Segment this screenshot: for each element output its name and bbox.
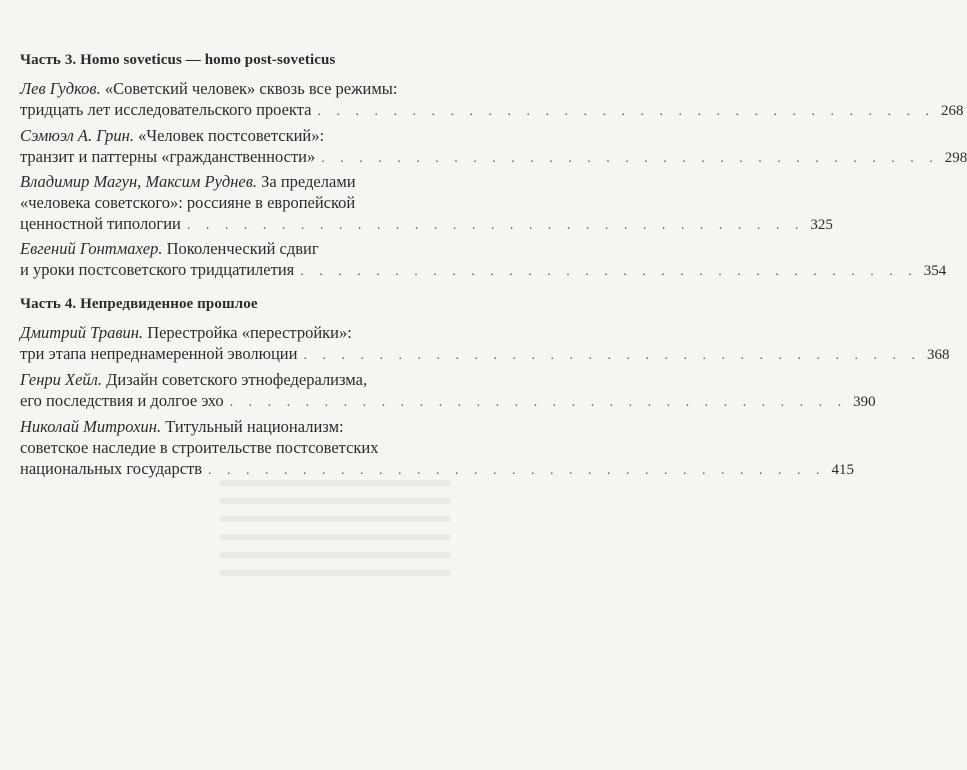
entry-author: Сэмюэл А. Грин. bbox=[20, 126, 134, 145]
page-number: 368 bbox=[926, 347, 950, 363]
toc-entry bbox=[20, 322, 950, 366]
page-number: 268 bbox=[940, 103, 964, 119]
entry-title-line: «Человек постсоветский»: bbox=[138, 126, 325, 145]
entry-title-line: Титульный национализм: bbox=[165, 417, 344, 436]
entry-author: Генри Хейл. bbox=[20, 370, 103, 389]
leader-dots: . . . . . . . . . . . . . . . . . . . . . . . . . . . . . . . . . bbox=[208, 463, 826, 478]
entry-title-line: За пределами bbox=[261, 172, 356, 191]
entry-title-line: Перестройка «перестройки»: bbox=[147, 323, 352, 342]
leader-dots: . . . . . . . . . . . . . . . . . . . . . . . . . . . . . . . . . bbox=[321, 151, 939, 166]
entry-title-line: его последствия и долгое эхо bbox=[20, 391, 224, 410]
entry-author: Лев Гудков. bbox=[20, 79, 101, 98]
entry-author: Владимир Магун, Максим Руднев. bbox=[20, 172, 258, 191]
toc-entry bbox=[20, 78, 964, 122]
entry-title-line: «человека советского»: россияне в европейской bbox=[20, 193, 356, 212]
entry-title-line: Дизайн советского этнофедерализма, bbox=[106, 370, 368, 389]
entry-author: Дмитрий Травин. bbox=[20, 323, 144, 342]
entry-title-line: три этапа непреднамеренной эволюции bbox=[20, 344, 298, 363]
entry-title-line: «Советский человек» сквозь все режимы: bbox=[104, 79, 398, 98]
entry-title-line: национальных государств bbox=[20, 459, 203, 478]
entry-title-line: ценностной типологии bbox=[20, 214, 181, 233]
entry-author: Николай Митрохин. bbox=[20, 417, 162, 436]
entry-title-line: Поколенческий сдвиг bbox=[166, 239, 319, 258]
bleed-through-text bbox=[220, 480, 450, 588]
page-number: 325 bbox=[810, 217, 833, 233]
toc-entry bbox=[20, 238, 947, 282]
section-title-part-3: Часть 3. Homo soveticus — homo post-soveticus bbox=[20, 52, 336, 68]
page-number: 390 bbox=[853, 394, 876, 410]
entry-title-line: тридцать лет исследовательского проекта bbox=[20, 100, 312, 119]
page-number: 354 bbox=[923, 263, 947, 279]
leader-dots: . . . . . . . . . . . . . . . . . . . . . . . . . . . . . . . . . bbox=[303, 348, 921, 363]
leader-dots: . . . . . . . . . . . . . . . . . . . . . . . . . . . . . . . . . bbox=[300, 264, 918, 279]
entry-title-line: транзит и паттерны «гражданственности» bbox=[20, 147, 316, 166]
leader-dots: . . . . . . . . . . . . . . . . . . . . . . . . . . . . . . . . . bbox=[186, 218, 805, 233]
toc-entry bbox=[20, 171, 833, 236]
leader-dots: . . . . . . . . . . . . . . . . . . . . . . . . . . . . . . . . . bbox=[229, 395, 848, 410]
page-number: 415 bbox=[831, 462, 855, 478]
entry-author: Евгений Гонтмахер. bbox=[20, 239, 163, 258]
toc-entry bbox=[20, 125, 967, 169]
entry-title-line: и уроки постсоветского тридцатилетия bbox=[20, 260, 295, 279]
page-number: 298 bbox=[944, 150, 967, 166]
toc-entry bbox=[20, 416, 855, 481]
entry-title-line: советское наследие в строительстве постсоветских bbox=[20, 438, 379, 457]
section-title-part-4: Часть 4. Непредвиденное прошлое bbox=[20, 296, 258, 312]
leader-dots: . . . . . . . . . . . . . . . . . . . . . . . . . . . . . . . . . bbox=[317, 104, 935, 119]
toc-entry bbox=[20, 369, 876, 413]
